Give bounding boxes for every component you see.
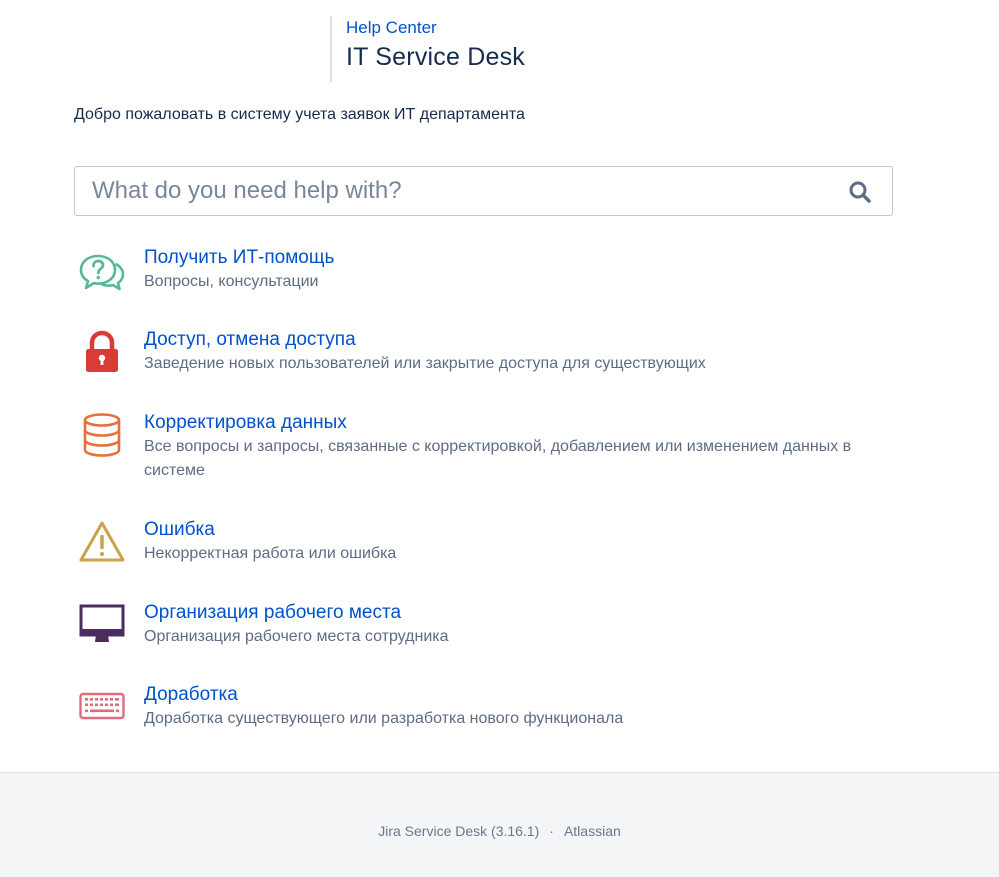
breadcrumb-help-center[interactable]: Help Center [346, 18, 437, 37]
search-icon[interactable] [848, 180, 872, 204]
monitor-icon [78, 601, 126, 649]
request-type-error[interactable] [74, 518, 894, 566]
request-type-data-correction[interactable] [74, 411, 894, 483]
request-type-title[interactable]: Корректировка данных [144, 412, 347, 433]
request-type-access[interactable] [74, 328, 894, 376]
portal-header [330, 16, 525, 82]
request-type-description: Доработка существующего или разработка нового функционала [144, 710, 624, 727]
request-type-title[interactable]: Организация рабочего места [144, 602, 402, 623]
request-type-it-help[interactable] [74, 246, 894, 294]
request-type-development[interactable] [74, 683, 894, 731]
request-type-title[interactable]: Доработка [144, 684, 238, 705]
footer-product-link[interactable]: Jira Service Desk (3.16.1) [378, 823, 540, 839]
request-type-description: Все вопросы и запросы, связанные с корректировкой, добавлением или изменением данных в системе [144, 438, 852, 479]
footer-company-link[interactable]: Atlassian [563, 823, 621, 839]
database-icon [78, 411, 126, 459]
request-type-description: Заведение новых пользователей или закрытие доступа для существующих [144, 355, 706, 372]
warning-icon [78, 518, 126, 566]
search-input[interactable] [75, 167, 825, 215]
question-chat-icon [78, 250, 126, 298]
request-type-description: Организация рабочего места сотрудника [144, 628, 449, 645]
footer-separator: · [549, 823, 554, 839]
page-title: IT Service Desk [346, 43, 525, 71]
footer [0, 772, 999, 877]
request-type-description: Некорректная работа или ошибка [144, 545, 397, 562]
request-type-title[interactable]: Доступ, отмена доступа [144, 329, 356, 350]
request-type-title[interactable]: Получить ИТ-помощь [144, 247, 335, 268]
request-type-title[interactable]: Ошибка [144, 519, 215, 540]
request-type-workplace[interactable] [74, 601, 894, 649]
keyboard-icon [78, 683, 126, 731]
search-box [74, 166, 893, 216]
welcome-message: Добро пожаловать в систему учета заявок ИТ департамента [74, 106, 525, 123]
lock-icon [78, 328, 126, 376]
request-type-description: Вопросы, консультации [144, 273, 319, 290]
